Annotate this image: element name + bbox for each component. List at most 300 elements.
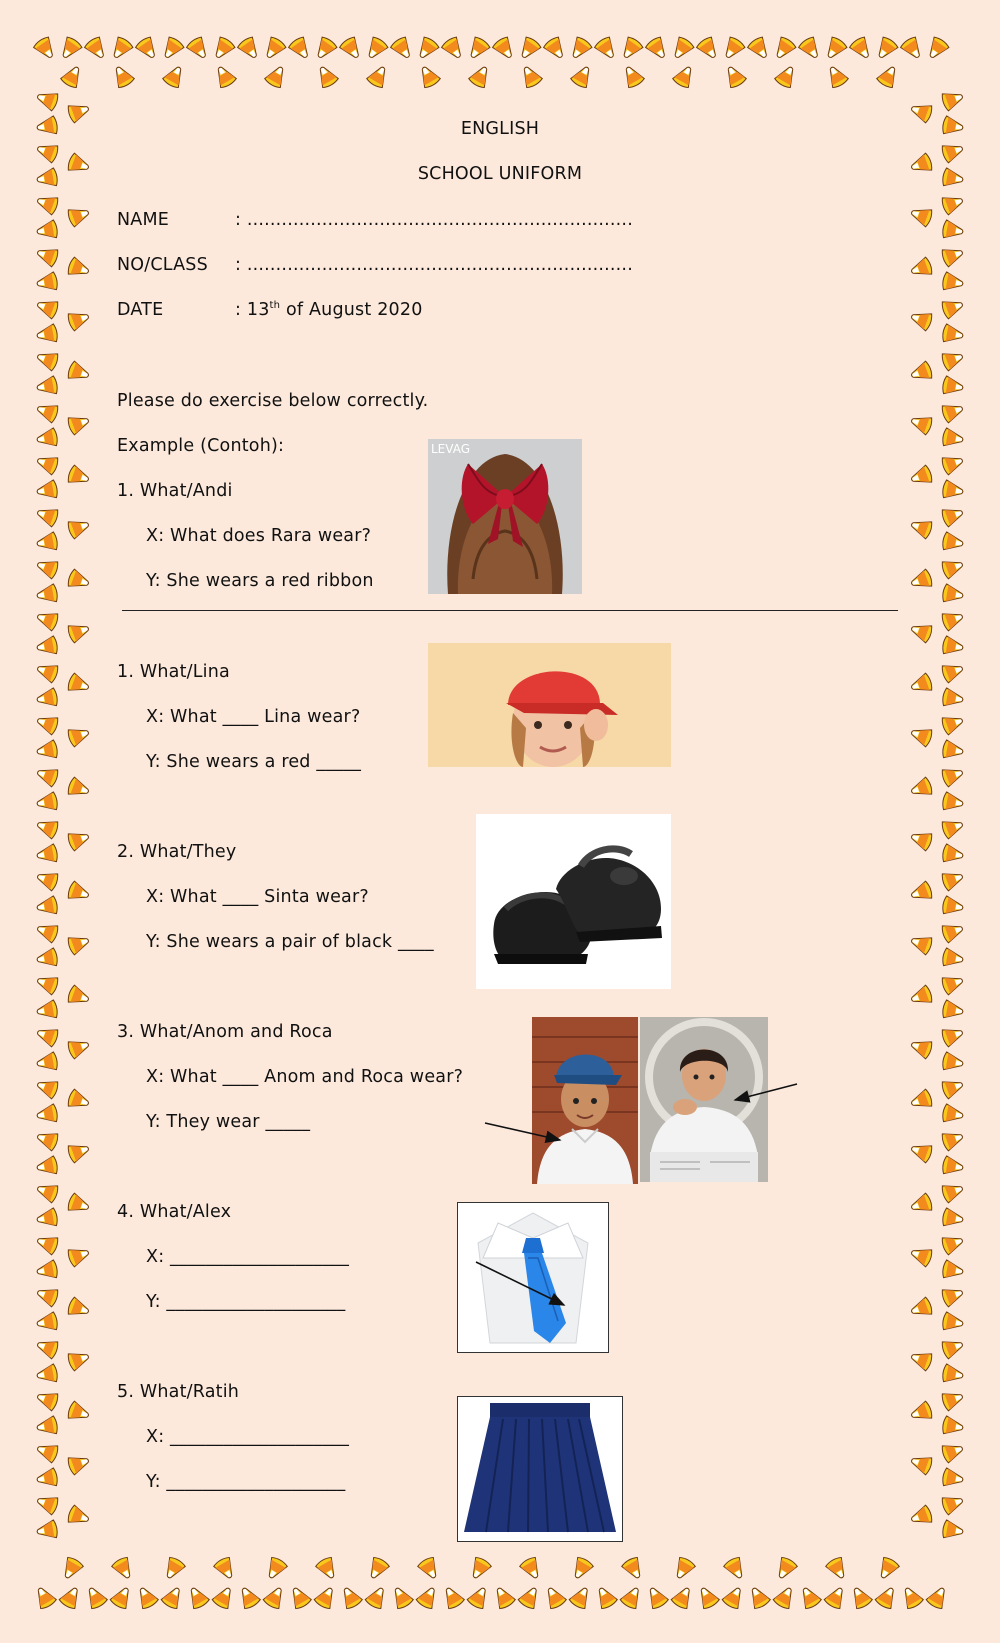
candy-corn-icon xyxy=(36,220,59,241)
candy-corn-icon xyxy=(593,35,619,62)
candy-corn-icon xyxy=(942,1312,965,1333)
candy-corn-icon xyxy=(644,35,670,62)
candy-corn-icon xyxy=(940,244,965,268)
candy-corn-icon xyxy=(36,636,59,657)
candy-corn-icon xyxy=(909,1348,934,1372)
candy-corn-icon xyxy=(66,984,91,1008)
candy-corn-icon xyxy=(909,984,934,1008)
candy-corn-icon xyxy=(942,480,965,501)
question-5-x[interactable]: X: ____________________ xyxy=(146,1427,350,1447)
subject-title: ENGLISH xyxy=(460,119,540,139)
candy-corn-icon xyxy=(36,1156,59,1177)
candy-corn-icon xyxy=(909,1296,934,1320)
candy-corn-icon xyxy=(66,464,91,488)
candy-corn-icon xyxy=(909,152,934,176)
name-field[interactable]: : ................................................................... xyxy=(235,210,633,230)
candy-corn-icon xyxy=(721,1584,747,1610)
candy-corn-icon xyxy=(672,63,698,89)
candy-corn-icon xyxy=(161,1556,187,1582)
candy-corn-icon xyxy=(773,1556,799,1582)
candy-corn-icon xyxy=(774,63,800,89)
candy-corn-icon xyxy=(35,1024,60,1048)
candy-corn-icon xyxy=(110,63,136,89)
candy-corn-icon xyxy=(909,776,934,800)
candy-corn-icon xyxy=(517,1584,543,1610)
candy-corn-icon xyxy=(940,712,965,736)
candy-corn-icon xyxy=(822,35,848,62)
candy-corn-icon xyxy=(389,1584,415,1610)
candy-corn-icon xyxy=(36,324,59,345)
class-label: NO/CLASS xyxy=(117,255,208,275)
candy-corn-icon xyxy=(909,412,934,436)
candy-corn-icon xyxy=(720,35,746,62)
candy-corn-icon xyxy=(940,192,965,216)
candy-corn-icon xyxy=(942,532,965,553)
candy-corn-icon xyxy=(66,1140,91,1164)
candy-corn-icon xyxy=(66,204,91,228)
candy-corn-icon xyxy=(940,452,965,476)
candy-corn-icon xyxy=(111,1556,137,1582)
candy-corn-icon xyxy=(35,504,60,528)
candy-corn-icon xyxy=(36,584,59,605)
candy-corn-icon xyxy=(36,428,59,449)
candy-corn-icon xyxy=(909,828,934,852)
candy-corn-icon xyxy=(363,35,389,62)
candy-corn-icon xyxy=(57,35,83,62)
candy-corn-icon xyxy=(942,792,965,813)
candy-corn-icon xyxy=(35,608,60,632)
candy-corn-icon xyxy=(35,1180,60,1204)
candy-corn-icon xyxy=(35,348,60,372)
candy-corn-icon xyxy=(417,1556,443,1582)
candy-corn-icon xyxy=(108,35,134,62)
question-3-y: Y: They wear _____ xyxy=(146,1112,311,1132)
candy-corn-icon xyxy=(940,1492,965,1516)
blue-tie-photo xyxy=(457,1202,609,1353)
candy-corn-icon xyxy=(32,1584,58,1610)
candy-corn-icon xyxy=(66,1296,91,1320)
candy-corn-icon xyxy=(36,1104,59,1125)
candy-corn-icon xyxy=(66,1088,91,1112)
candy-corn-icon xyxy=(466,1584,492,1610)
candy-corn-icon xyxy=(468,63,494,89)
candy-corn-icon xyxy=(263,1556,289,1582)
candy-corn-icon xyxy=(619,1584,645,1610)
candy-corn-icon xyxy=(211,1584,237,1610)
example-cue: 1. What/Andi xyxy=(117,481,233,501)
date-value xyxy=(235,299,423,321)
candy-corn-icon xyxy=(416,63,442,89)
candy-corn-icon xyxy=(909,256,934,280)
candy-corn-icon xyxy=(909,568,934,592)
candy-corn-icon xyxy=(35,920,60,944)
candy-corn-icon xyxy=(771,35,797,62)
candy-corn-icon xyxy=(671,1556,697,1582)
candy-corn-icon xyxy=(287,35,313,62)
candy-corn-icon xyxy=(66,152,91,176)
candy-corn-icon xyxy=(909,1088,934,1112)
candy-corn-icon xyxy=(942,1052,965,1073)
candy-corn-icon xyxy=(66,620,91,644)
candy-corn-icon xyxy=(35,868,60,892)
candy-corn-icon xyxy=(35,1284,60,1308)
candy-corn-icon xyxy=(36,1520,59,1541)
question-1-x: X: What ____ Lina wear? xyxy=(146,707,361,727)
candy-corn-icon xyxy=(940,140,965,164)
candy-corn-icon xyxy=(35,1128,60,1152)
candy-corn-icon xyxy=(35,1232,60,1256)
candy-corn-icon xyxy=(66,100,91,124)
candy-corn-icon xyxy=(36,688,59,709)
candy-corn-icon xyxy=(823,1584,849,1610)
candy-corn-icon xyxy=(35,192,60,216)
candy-corn-icon xyxy=(66,412,91,436)
candy-corn-icon xyxy=(942,896,965,917)
candy-corn-icon xyxy=(669,35,695,62)
candy-corn-icon xyxy=(746,35,772,62)
question-1-y: Y: She wears a red _____ xyxy=(146,752,362,772)
candy-corn-icon xyxy=(940,88,965,112)
candy-corn-icon xyxy=(491,1584,517,1610)
candy-corn-icon xyxy=(695,1584,721,1610)
candy-corn-icon xyxy=(36,1052,59,1073)
candy-corn-icon xyxy=(35,1440,60,1464)
example-answer: Y: She wears a red ribbon xyxy=(146,571,374,591)
candy-corn-icon xyxy=(940,1180,965,1204)
candy-corn-icon xyxy=(66,360,91,384)
candy-corn-icon xyxy=(519,1556,545,1582)
candy-corn-icon xyxy=(36,1468,59,1489)
candy-corn-icon xyxy=(35,972,60,996)
girl-uniform-photo xyxy=(640,1017,768,1182)
candy-corn-icon xyxy=(36,948,59,969)
candy-corn-icon xyxy=(942,1520,965,1541)
candy-corn-icon xyxy=(66,1504,91,1528)
candy-corn-icon xyxy=(518,63,544,89)
candy-corn-icon xyxy=(36,376,59,397)
candy-corn-icon xyxy=(569,1556,595,1582)
candy-corn-icon xyxy=(66,1192,91,1216)
candy-corn-icon xyxy=(940,1336,965,1360)
candy-corn-icon xyxy=(36,792,59,813)
candy-corn-icon xyxy=(942,376,965,397)
candy-corn-icon xyxy=(940,1128,965,1152)
candy-corn-icon xyxy=(848,1584,874,1610)
candy-corn-icon xyxy=(940,1232,965,1256)
candy-corn-icon xyxy=(36,168,59,189)
candy-corn-icon xyxy=(621,1556,647,1582)
question-2-y: Y: She wears a pair of black ____ xyxy=(146,932,434,952)
black-shoes-photo xyxy=(476,814,671,989)
candy-corn-icon xyxy=(942,688,965,709)
candy-corn-icon xyxy=(36,116,59,137)
candy-corn-icon xyxy=(909,880,934,904)
candy-corn-icon xyxy=(942,116,965,137)
candy-corn-icon xyxy=(36,844,59,865)
photo-watermark: LEVAG xyxy=(431,442,471,456)
navy-skirt-photo xyxy=(457,1396,623,1542)
candy-corn-icon xyxy=(35,660,60,684)
candy-corn-icon xyxy=(36,1208,59,1229)
candy-corn-icon xyxy=(909,672,934,696)
candy-corn-icon xyxy=(620,63,646,89)
date-suffix: of August 2020 xyxy=(280,300,423,320)
candy-corn-icon xyxy=(66,1452,91,1476)
candy-corn-icon xyxy=(35,816,60,840)
candy-corn-icon xyxy=(899,1584,925,1610)
candy-corn-icon xyxy=(66,776,91,800)
candy-corn-icon xyxy=(825,1556,851,1582)
candy-corn-icon xyxy=(909,1036,934,1060)
candy-corn-icon xyxy=(873,35,899,62)
class-field[interactable]: : ................................................................... xyxy=(235,255,633,275)
candy-corn-icon xyxy=(36,1260,59,1281)
candy-corn-icon xyxy=(185,35,211,62)
candy-corn-icon xyxy=(746,1584,772,1610)
candy-corn-icon xyxy=(36,532,59,553)
section-divider xyxy=(122,610,898,611)
candy-corn-icon xyxy=(940,1076,965,1100)
candy-corn-icon xyxy=(60,63,86,89)
instructions: Please do exercise below correctly. xyxy=(117,391,429,411)
candy-corn-icon xyxy=(35,1492,60,1516)
candy-corn-icon xyxy=(313,1584,339,1610)
candy-corn-icon xyxy=(909,1244,934,1268)
candy-corn-icon xyxy=(909,204,934,228)
candy-corn-icon xyxy=(942,636,965,657)
candy-corn-icon xyxy=(287,1584,313,1610)
candy-corn-icon xyxy=(83,35,109,62)
candy-corn-icon xyxy=(925,1584,951,1610)
candy-corn-icon xyxy=(467,1556,493,1582)
candy-corn-icon xyxy=(909,464,934,488)
candy-corn-icon xyxy=(440,35,466,62)
candy-corn-icon xyxy=(389,35,415,62)
candy-corn-icon xyxy=(797,1584,823,1610)
candy-corn-icon xyxy=(66,568,91,592)
candy-corn-icon xyxy=(134,35,160,62)
candy-corn-icon xyxy=(465,35,491,62)
question-3-cue: 3. What/Anom and Roca xyxy=(117,1022,333,1042)
candy-corn-icon xyxy=(109,1584,135,1610)
candy-corn-icon xyxy=(940,1024,965,1048)
candy-corn-icon xyxy=(909,932,934,956)
candy-corn-icon xyxy=(909,1400,934,1424)
candy-corn-icon xyxy=(567,35,593,62)
candy-corn-icon xyxy=(542,35,568,62)
candy-corn-icon xyxy=(440,1584,466,1610)
candy-corn-icon xyxy=(942,1156,965,1177)
candy-corn-icon xyxy=(35,140,60,164)
candy-corn-icon xyxy=(66,516,91,540)
candy-corn-icon xyxy=(909,620,934,644)
candy-corn-icon xyxy=(942,1208,965,1229)
candy-corn-icon xyxy=(159,35,185,62)
candy-corn-icon xyxy=(899,35,925,62)
question-1-cue: 1. What/Lina xyxy=(117,662,230,682)
candy-corn-icon xyxy=(940,868,965,892)
candy-corn-icon xyxy=(909,1140,934,1164)
candy-corn-icon xyxy=(35,400,60,424)
candy-corn-icon xyxy=(942,324,965,345)
candy-corn-icon xyxy=(940,296,965,320)
candy-corn-icon xyxy=(66,1244,91,1268)
candy-corn-icon xyxy=(940,764,965,788)
question-3-x: X: What ____ Anom and Roca wear? xyxy=(146,1067,464,1087)
candy-corn-icon xyxy=(36,272,59,293)
example-title: Example (Contoh): xyxy=(117,436,285,456)
candy-corn-icon xyxy=(568,1584,594,1610)
candy-corn-icon xyxy=(942,948,965,969)
candy-corn-icon xyxy=(338,35,364,62)
candy-corn-icon xyxy=(942,1104,965,1125)
candy-corn-icon xyxy=(942,1364,965,1385)
candy-corn-icon xyxy=(66,672,91,696)
candy-corn-icon xyxy=(942,428,965,449)
candy-corn-icon xyxy=(35,1388,60,1412)
candy-corn-icon xyxy=(236,35,262,62)
candy-corn-icon xyxy=(940,400,965,424)
date-prefix: : 13 xyxy=(235,300,270,320)
candy-corn-icon xyxy=(909,724,934,748)
candy-corn-icon xyxy=(670,1584,696,1610)
candy-corn-icon xyxy=(35,452,60,476)
boy-uniform-photo xyxy=(532,1017,638,1184)
candy-corn-icon xyxy=(364,1584,390,1610)
candy-corn-icon xyxy=(366,63,392,89)
candy-corn-icon xyxy=(35,712,60,736)
candy-corn-icon xyxy=(36,1312,59,1333)
candy-corn-icon xyxy=(35,1336,60,1360)
candy-corn-icon xyxy=(940,1284,965,1308)
candy-corn-icon xyxy=(58,1584,84,1610)
candy-corn-icon xyxy=(162,63,188,89)
candy-corn-icon xyxy=(83,1584,109,1610)
candy-corn-icon xyxy=(942,1260,965,1281)
candy-corn-icon xyxy=(940,660,965,684)
candy-corn-icon xyxy=(160,1584,186,1610)
candy-corn-icon xyxy=(593,1584,619,1610)
candy-corn-icon xyxy=(36,740,59,761)
question-2-x: X: What ____ Sinta wear? xyxy=(146,887,369,907)
candy-corn-icon xyxy=(185,1584,211,1610)
candy-corn-icon xyxy=(262,1584,288,1610)
candy-corn-icon xyxy=(516,35,542,62)
candy-corn-icon xyxy=(940,920,965,944)
question-5-y[interactable]: Y: ____________________ xyxy=(146,1472,346,1492)
candy-corn-icon xyxy=(542,1584,568,1610)
candy-corn-icon xyxy=(942,220,965,241)
question-4-cue: 4. What/Alex xyxy=(117,1202,232,1222)
candy-corn-icon xyxy=(66,828,91,852)
candy-corn-icon xyxy=(797,35,823,62)
question-4-x[interactable]: X: ____________________ xyxy=(146,1247,350,1267)
candy-corn-icon xyxy=(66,724,91,748)
candy-corn-icon xyxy=(723,1556,749,1582)
candy-corn-icon xyxy=(414,35,440,62)
candy-corn-icon xyxy=(66,932,91,956)
candy-corn-icon xyxy=(876,63,902,89)
candy-corn-icon xyxy=(942,1468,965,1489)
candy-corn-icon xyxy=(722,63,748,89)
candy-corn-icon xyxy=(695,35,721,62)
candy-corn-icon xyxy=(264,63,290,89)
candy-corn-icon xyxy=(35,556,60,580)
candy-corn-icon xyxy=(772,1584,798,1610)
candy-corn-icon xyxy=(415,1584,441,1610)
candy-corn-icon xyxy=(36,1364,59,1385)
candy-corn-icon xyxy=(942,584,965,605)
candy-corn-icon xyxy=(213,1556,239,1582)
candy-corn-icon xyxy=(940,608,965,632)
candy-corn-icon xyxy=(909,360,934,384)
candy-corn-icon xyxy=(261,35,287,62)
candy-corn-icon xyxy=(66,1400,91,1424)
candy-corn-icon xyxy=(365,1556,391,1582)
candy-corn-icon xyxy=(940,1388,965,1412)
candy-corn-icon xyxy=(909,516,934,540)
candy-corn-icon xyxy=(940,556,965,580)
candy-corn-icon xyxy=(312,35,338,62)
candy-corn-icon xyxy=(942,168,965,189)
candy-corn-icon xyxy=(570,63,596,89)
question-2-cue: 2. What/They xyxy=(117,842,237,862)
candy-corn-icon xyxy=(36,1000,59,1021)
candy-corn-icon xyxy=(210,35,236,62)
candy-corn-icon xyxy=(875,1556,901,1582)
candy-corn-icon xyxy=(35,296,60,320)
candy-corn-icon xyxy=(909,1452,934,1476)
candy-corn-icon xyxy=(35,1076,60,1100)
candy-corn-icon xyxy=(909,1504,934,1528)
example-question: X: What does Rara wear? xyxy=(146,526,372,546)
question-5-cue: 5. What/Ratih xyxy=(117,1382,240,1402)
candy-corn-icon xyxy=(66,1036,91,1060)
candy-corn-icon xyxy=(940,1440,965,1464)
candy-corn-icon xyxy=(236,1584,262,1610)
candy-corn-icon xyxy=(940,348,965,372)
candy-corn-icon xyxy=(909,100,934,124)
candy-corn-icon xyxy=(942,1000,965,1021)
candy-corn-icon xyxy=(36,896,59,917)
name-label: NAME xyxy=(117,210,170,230)
candy-corn-icon xyxy=(66,880,91,904)
candy-corn-icon xyxy=(35,88,60,112)
candy-corn-icon xyxy=(874,1584,900,1610)
candy-corn-icon xyxy=(940,972,965,996)
candy-corn-icon xyxy=(824,63,850,89)
candy-corn-icon xyxy=(66,1348,91,1372)
candy-corn-icon xyxy=(491,35,517,62)
red-cap-photo xyxy=(428,643,671,767)
candy-corn-icon xyxy=(618,35,644,62)
red-ribbon-photo xyxy=(428,439,582,594)
candy-corn-icon xyxy=(942,740,965,761)
candy-corn-icon xyxy=(909,308,934,332)
candy-corn-icon xyxy=(338,1584,364,1610)
question-4-y[interactable]: Y: ____________________ xyxy=(146,1292,346,1312)
candy-corn-icon xyxy=(36,1416,59,1437)
candy-corn-icon xyxy=(909,1192,934,1216)
candy-corn-icon xyxy=(924,35,950,62)
topic-title: SCHOOL UNIFORM xyxy=(417,164,583,184)
candy-corn-icon xyxy=(940,816,965,840)
candy-corn-icon xyxy=(35,244,60,268)
candy-corn-icon xyxy=(942,1416,965,1437)
candy-corn-icon xyxy=(942,844,965,865)
candy-corn-icon xyxy=(942,272,965,293)
candy-corn-icon xyxy=(848,35,874,62)
